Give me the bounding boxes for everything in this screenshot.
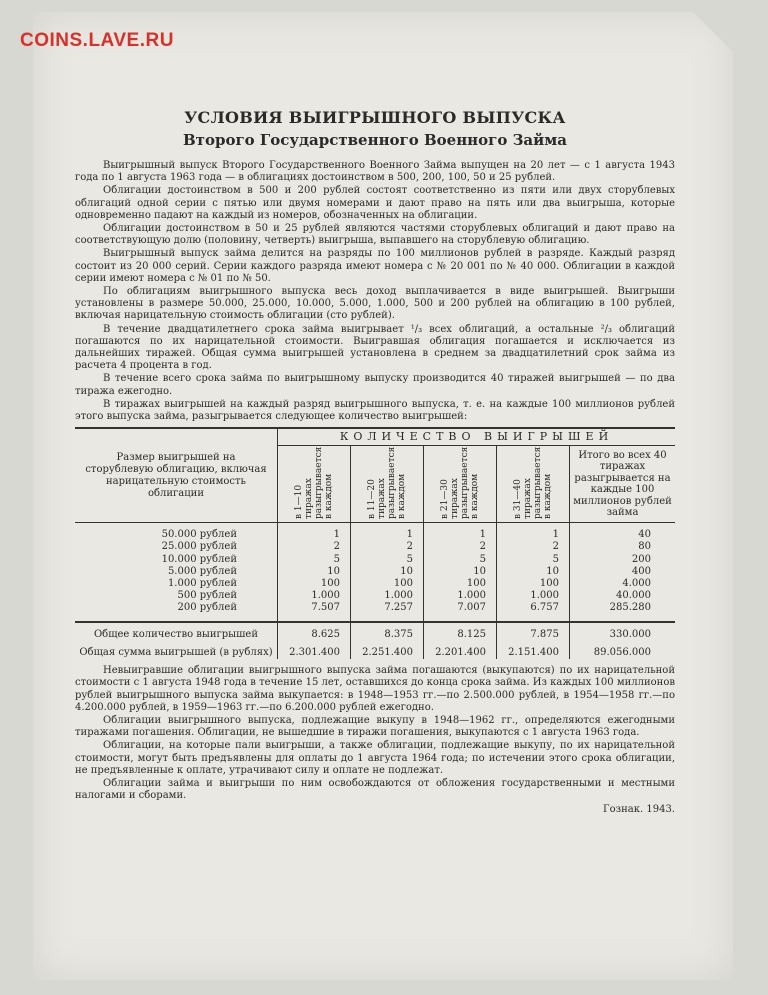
table-col-header	[278, 446, 351, 523]
cell: 7.007	[424, 602, 497, 621]
intro-text	[75, 160, 675, 423]
watermark: COINS.LAVE.RU	[20, 30, 174, 51]
row-label: Общее количество выигрышей	[93, 629, 259, 641]
paragraph: Облигации займа и выигрыши по ним освобождаются от обложения государственными и местными налогами и сборами.	[75, 777, 675, 802]
cell: 8.375	[351, 622, 424, 641]
cell-total: 285.280	[570, 602, 676, 621]
table-row	[75, 602, 675, 621]
table-sum-row	[75, 641, 675, 659]
cell: 1	[278, 523, 351, 542]
row-label: 1.000 рублей	[167, 578, 237, 590]
cell: 1	[424, 523, 497, 542]
cell: 2	[278, 541, 351, 553]
cell: 10	[351, 566, 424, 578]
cell: 100	[278, 578, 351, 590]
paragraph: Облигации достоинством в 500 и 200 рублей состоят соответственно из пяти или двух сторублевых облигаций одной серии с пятью или двумя номерами и дают право на пять или два выигрыша, которые одновременно падают на каждый из номеров, обозначенных на облигации.	[75, 185, 675, 221]
cell: 2.251.400	[351, 641, 424, 659]
table-row	[75, 541, 675, 553]
closing-text	[75, 665, 675, 802]
table-group-header: КОЛИЧЕСТВО ВЫИГРЫШЕЙ	[278, 428, 676, 446]
paragraph: Облигации, на которые пали выигрыши, а также облигации, подлежащие выкупу, по их нарицательной стоимости, могут быть предъявлены для оплаты до 1 августа 1964 года; по истечении этого срока облигации, не предъявленные к оплате, утрачивают силу и оплате не подлежат.	[75, 740, 675, 776]
row-label: 5.000 рублей	[167, 565, 237, 577]
cell: 2.151.400	[497, 641, 570, 659]
cell-total: 400	[570, 566, 676, 578]
cell: 5	[278, 554, 351, 566]
paragraph: Выигрышный выпуск займа делится на разряды по 100 миллионов рублей в разряде. Каждый разряд состоит из 20 000 серий. Серии каждого разряда имеют номера с № 20 001 по № 40 000. Облигации в каждой серии имеют номера с № 01 по № 50.	[75, 248, 675, 284]
cell: 1	[497, 523, 570, 542]
cell-total: 40	[570, 523, 676, 542]
cell: 10	[497, 566, 570, 578]
cell: 10	[278, 566, 351, 578]
table-col-header	[424, 446, 497, 523]
cell-total: 200	[570, 554, 676, 566]
table-total-header: Итого во всех 40 тиражах разыгрывается на каждые 100 миллионов рублей займа	[570, 446, 676, 523]
cell: 5	[351, 554, 424, 566]
cell-total: 40.000	[570, 590, 676, 602]
cell-total: 330.000	[570, 622, 676, 641]
row-label: 25.000 рублей	[161, 541, 237, 553]
cell: 100	[351, 578, 424, 590]
row-label: 50.000 рублей	[161, 529, 237, 541]
table-sum-row	[75, 622, 675, 641]
col-header-text: в 1—10 тиражах разыгрывается в каждом	[294, 446, 334, 520]
cell: 2.201.400	[424, 641, 497, 659]
cell: 2	[351, 541, 424, 553]
cell: 100	[497, 578, 570, 590]
table-row	[75, 590, 675, 602]
paragraph: Облигации достоинством в 50 и 25 рублей являются частями сторублевых облигаций и дают право на соответствующую долю (половину, четверть) выигрыша, выпавшего на сторублевую облигацию.	[75, 223, 675, 247]
printer-imprint: Гознак. 1943.	[603, 804, 675, 816]
cell: 7.257	[351, 602, 424, 621]
cell: 1.000	[497, 590, 570, 602]
cell: 2	[497, 541, 570, 553]
cell: 5	[497, 554, 570, 566]
table-row	[75, 566, 675, 578]
paragraph: В тиражах выигрышей на каждый разряд выигрышного выпуска, т. е. на каждые 100 миллионов рублей этого выпуска займа, разыгрывается следующее количество выигрышей:	[75, 398, 675, 423]
table-left-header: Размер выигрышей на сторублевую облигацию, включая нарицательную стоимость облигации	[75, 428, 278, 523]
cell-total: 80	[570, 541, 676, 553]
table-row	[75, 554, 675, 566]
paragraph: Выигрышный выпуск Второго Государственного Военного Займа выпущен на 20 лет — с 1 августа 1943 года по 1 августа 1963 года — в облигациях достоинством в 500, 200, 100, 50 и 25 рублей.	[75, 160, 675, 184]
col-header-text: в 31—40 тиражах разыгрывается в каждом	[513, 446, 553, 520]
cell: 6.757	[497, 602, 570, 621]
cell: 2.301.400	[278, 641, 351, 659]
table-col-header	[351, 446, 424, 523]
paragraph: В течение двадцатилетнего срока займа выигрывает ¹/₃ всех облигаций, а остальные ²/₃ облигаций погашаются по их нарицательной стоимости. Выигравшая облигация погашается и исключается из дальнейших тиражей. Общая сумма выигрышей установлена в среднем за двадцатилетний срок займа из расчета 4 процента в год.	[75, 323, 675, 372]
paragraph: По облигациям выигрышного выпуска весь доход выплачивается в виде выигрышей. Выигрыши установлены в размере 50.000, 25.000, 10.000, 5.000, 1.000, 500 и 200 рублей на облигацию в 100 рублей, включая нарицательную стоимость облигации (сто рублей).	[75, 286, 675, 322]
table-row	[75, 523, 675, 542]
row-label: 200 рублей	[75, 602, 278, 621]
cell: 7.875	[497, 622, 570, 641]
cell: 8.125	[424, 622, 497, 641]
paragraph: Облигации выигрышного выпуска, подлежащие выкупу в 1948—1962 гг., определяются ежегодными тиражами погашения. Облигации, не вышедшие в тиражи погашения, выкупаются с 1 августа 1963 года.	[75, 714, 675, 739]
paragraph: Невыигравшие облигации выигрышного выпуска займа погашаются (выкупаются) по их нарицательной стоимости с 1 августа 1948 года в течение 15 лет, оставшихся до конца срока займа. Из каждых 100 миллионов рублей выигрышного выпуска займа выкупается: в 1948—1953 гг.—по 2.500.000 рублей, в 1954—1958 гг.—по 4.200.000 рублей, в 1959—1963 гг.—по 6.200.000 рублей ежегодно.	[75, 665, 675, 713]
cell: 1.000	[351, 590, 424, 602]
cell: 5	[424, 554, 497, 566]
cell: 8.625	[278, 622, 351, 641]
row-label: 10.000 рублей	[161, 553, 237, 565]
table-col-header	[497, 446, 570, 523]
prize-table	[75, 427, 675, 659]
page-subtitle: Второго Государственного Военного Займа	[183, 131, 567, 149]
paragraph: В течение всего срока займа по выигрышному выпуску производится 40 тиражей выигрышей — по два тиража ежегодно.	[75, 373, 675, 397]
cell-total: 4.000	[570, 578, 676, 590]
table-row	[75, 578, 675, 590]
cell: 1	[351, 523, 424, 542]
cell: 100	[424, 578, 497, 590]
row-label: 500 рублей	[177, 590, 237, 602]
cell: 2	[424, 541, 497, 553]
col-header-text: в 11—20 тиражах разыгрывается в каждом	[367, 446, 407, 520]
cell-total: 89.056.000	[570, 641, 676, 659]
page-title: УСЛОВИЯ ВЫИГРЫШНОГО ВЫПУСКА	[184, 108, 566, 127]
document-content	[75, 108, 675, 817]
cell: 10	[424, 566, 497, 578]
cell: 7.507	[278, 602, 351, 621]
cell: 1.000	[424, 590, 497, 602]
cell: 1.000	[278, 590, 351, 602]
col-header-text: в 21—30 тиражах разыгрывается в каждом	[440, 446, 480, 520]
row-label: Общая сумма выигрышей (в рублях)	[79, 647, 273, 659]
